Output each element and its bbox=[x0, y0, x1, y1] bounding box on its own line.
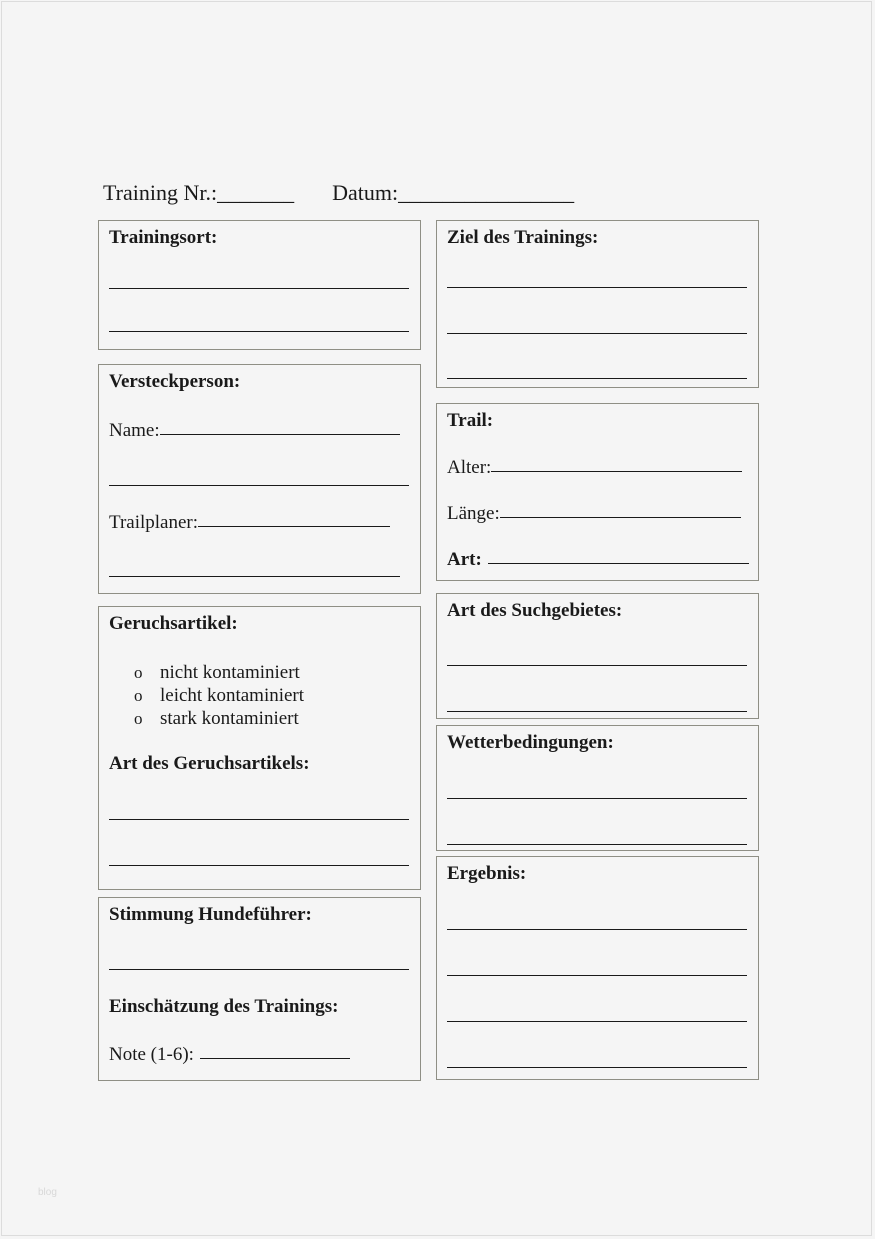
geruchsartikel-box bbox=[98, 606, 421, 890]
trainingsort-line-1 bbox=[109, 288, 409, 289]
ziel-line-3 bbox=[447, 378, 747, 379]
name-label: Name: bbox=[109, 420, 160, 441]
alter-label: Alter: bbox=[447, 457, 492, 478]
wetter-line-1 bbox=[447, 798, 747, 799]
versteckperson-line-1 bbox=[109, 485, 409, 486]
option-leicht-kontaminiert bbox=[134, 685, 304, 707]
art-field bbox=[447, 549, 749, 571]
ergebnis-line-4 bbox=[447, 1067, 747, 1068]
art-geruchsartikel-title: Art des Geruchsartikels: bbox=[109, 753, 310, 774]
trailplaner-label: Trailplaner: bbox=[109, 512, 199, 533]
ziel-line-2 bbox=[447, 333, 747, 334]
versteckperson-title: Versteckperson: bbox=[109, 371, 241, 392]
name-fill-line bbox=[160, 434, 400, 435]
trainingsort-title: Trainingsort: bbox=[109, 227, 218, 248]
ergebnis-title: Ergebnis: bbox=[447, 863, 527, 884]
laenge-field bbox=[447, 503, 741, 525]
wetter-title: Wetterbedingungen: bbox=[447, 732, 614, 753]
ergebnis-line-1 bbox=[447, 929, 747, 930]
date-label: Datum:________________ bbox=[332, 180, 575, 205]
laenge-fill-line bbox=[500, 517, 741, 518]
versteckperson-box bbox=[98, 364, 421, 594]
training-number-label: Training Nr.:_______ bbox=[103, 180, 295, 205]
trailplaner-fill-line bbox=[198, 526, 390, 527]
suchgebiet-box bbox=[436, 593, 759, 719]
ergebnis-box bbox=[436, 856, 759, 1080]
trailplaner-field bbox=[109, 512, 390, 534]
stimmung-box bbox=[98, 897, 421, 1081]
ziel-line-1 bbox=[447, 287, 747, 288]
art-fill-line bbox=[488, 563, 749, 564]
trail-box bbox=[436, 403, 759, 581]
ziel-title: Ziel des Trainings: bbox=[447, 227, 599, 248]
note-fill-line bbox=[200, 1058, 350, 1059]
note-label: Note (1-6): bbox=[109, 1044, 194, 1065]
bullet-circle-icon: o bbox=[134, 709, 143, 728]
name-field bbox=[109, 420, 400, 442]
geruchsartikel-line-1 bbox=[109, 819, 409, 820]
suchgebiet-line-1 bbox=[447, 665, 747, 666]
einschaetzung-title: Einschätzung des Trainings: bbox=[109, 996, 339, 1017]
ergebnis-line-2 bbox=[447, 975, 747, 976]
wetter-line-2 bbox=[447, 844, 747, 845]
wetter-box bbox=[436, 725, 759, 851]
bullet-circle-icon: o bbox=[134, 686, 143, 705]
trainingsort-box bbox=[98, 220, 421, 350]
geruchsartikel-title: Geruchsartikel: bbox=[109, 613, 238, 634]
option-label: nicht kontaminiert bbox=[160, 662, 300, 683]
option-label: leicht kontaminiert bbox=[160, 685, 305, 706]
option-label: stark kontaminiert bbox=[160, 708, 299, 729]
trail-title: Trail: bbox=[447, 410, 494, 431]
note-field bbox=[109, 1044, 350, 1066]
alter-field bbox=[447, 457, 742, 479]
bullet-circle-icon: o bbox=[134, 663, 143, 682]
ergebnis-line-3 bbox=[447, 1021, 747, 1022]
form-header bbox=[103, 180, 574, 206]
alter-fill-line bbox=[491, 471, 742, 472]
suchgebiet-line-2 bbox=[447, 711, 747, 712]
trainingsort-line-2 bbox=[109, 331, 409, 332]
suchgebiet-title: Art des Suchgebietes: bbox=[447, 600, 623, 621]
geruchsartikel-line-2 bbox=[109, 865, 409, 866]
option-nicht-kontaminiert bbox=[134, 662, 300, 684]
stimmung-line bbox=[109, 969, 409, 970]
stimmung-title: Stimmung Hundeführer: bbox=[109, 904, 312, 925]
versteckperson-line-2 bbox=[109, 576, 400, 577]
ziel-box bbox=[436, 220, 759, 388]
watermark-text: blog bbox=[38, 1187, 57, 1198]
option-stark-kontaminiert bbox=[134, 708, 299, 730]
laenge-label: Länge: bbox=[447, 503, 500, 524]
art-label: Art: bbox=[447, 549, 482, 570]
